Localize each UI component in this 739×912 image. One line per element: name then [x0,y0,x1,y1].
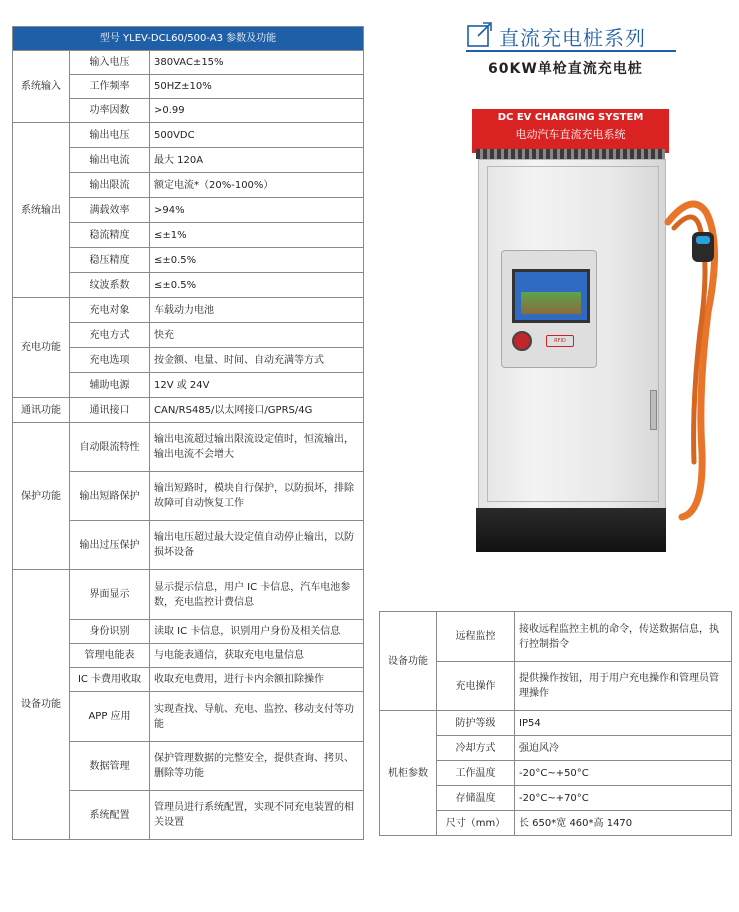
charger-vent-grille [476,149,665,159]
row-value: 强迫风冷 [515,736,732,761]
row-value: 读取 IC 卡信息，识别用户身份及相关信息 [150,620,364,644]
row-value: -20°C~+70°C [515,786,732,811]
control-panel [501,250,597,368]
group-device: 设备功能 [13,570,70,840]
row-item: 充电选项 [70,348,150,373]
row-value: >0.99 [150,99,364,123]
row-value: 保护管理数据的完整安全，提供查询、拷贝、删除等功能 [150,742,364,791]
row-value: 接收远程监控主机的命令，传送数据信息，执行控制指令 [515,612,732,662]
row-value: IP54 [515,711,732,736]
row-value: 快充 [150,323,364,348]
group-system-input: 系统输入 [13,51,70,123]
row-item: 满载效率 [70,198,150,223]
row-item: 数据管理 [70,742,150,791]
charger-top-en: DC EV CHARGING SYSTEM [497,112,644,123]
row-value: 收取充电费用，进行卡内余额扣除操作 [150,668,364,692]
group-communication: 通讯功能 [13,398,70,423]
row-item: 身份识别 [70,620,150,644]
charger-top-cn: 电动汽车直流充电系统 [515,128,626,141]
row-value: 输出电流超过输出限流设定值时，恒流输出，输出电流不会增大 [150,423,364,472]
row-value: 显示提示信息，用户 IC 卡信息，汽车电池参数，充电监控计费信息 [150,570,364,620]
row-item: 充电方式 [70,323,150,348]
emergency-stop-icon [512,331,532,351]
row-value: 长 650*宽 460*高 1470 [515,811,732,836]
charger-base [476,508,666,552]
row-value: 管理员进行系统配置，实现不同充电装置的相关设置 [150,791,364,840]
row-item: 系统配置 [70,791,150,840]
row-item: 界面显示 [70,570,150,620]
row-item: 工作频率 [70,75,150,99]
row-item: 输出电流 [70,148,150,173]
row-value: 最大 120A [150,148,364,173]
row-item: 存储温度 [437,786,515,811]
row-item: 输出短路保护 [70,472,150,521]
row-item: 工作温度 [437,761,515,786]
door-handle [650,390,657,430]
card-reader: RFID [546,335,574,347]
row-value: 车载动力电池 [150,298,364,323]
row-item: 通讯接口 [70,398,150,423]
row-item: 稳流精度 [70,223,150,248]
row-item: 稳压精度 [70,248,150,273]
row-item: 纹波系数 [70,273,150,298]
row-item: 输出过压保护 [70,521,150,570]
row-item: 远程监控 [437,612,515,662]
row-value: -20°C~+50°C [515,761,732,786]
row-value: 50HZ±10% [150,75,364,99]
charger-illustration [466,92,726,554]
row-value: 与电能表通信，获取充电电量信息 [150,644,364,668]
row-item: 自动限流特性 [70,423,150,472]
row-item: 防护等级 [437,711,515,736]
row-item: 充电对象 [70,298,150,323]
row-item: 尺寸（mm） [437,811,515,836]
cabinet-table [379,611,732,836]
row-value: 实现查找、导航、充电、监控、移动支付等功能 [150,692,364,742]
row-item: 充电操作 [437,662,515,711]
row-value: ≤±0.5% [150,248,364,273]
row-value: 输出电压超过最大设定值自动停止输出，以防损坏设备 [150,521,364,570]
row-item: 输入电压 [70,51,150,75]
display-screen [512,269,590,323]
group-cabinet: 机柜参数 [380,711,437,836]
charging-cable-icon [662,192,726,532]
row-item: 输出电压 [70,123,150,148]
row-item: APP 应用 [70,692,150,742]
title-underline [466,50,676,52]
row-value: 输出短路时，模块自行保护，以防损坏，排除故障可自动恢复工作 [150,472,364,521]
row-value: 12V 或 24V [150,373,364,398]
spec-table-title: 型号 YLEV-DCL60/500-A3 参数及功能 [13,27,364,51]
row-item: 功率因数 [70,99,150,123]
row-item: 管理电能表 [70,644,150,668]
external-link-icon [466,20,494,48]
row-value: ≤±1% [150,223,364,248]
row-item: 辅助电源 [70,373,150,398]
row-value: >94% [150,198,364,223]
row-value: 380VAC±15% [150,51,364,75]
row-item: 输出限流 [70,173,150,198]
charger-cabinet [478,159,666,509]
row-value: 按金额、电量、时间、自动充满等方式 [150,348,364,373]
row-value: 500VDC [150,123,364,148]
row-item: 冷却方式 [437,736,515,761]
group-protection: 保护功能 [13,423,70,570]
series-title [466,19,676,49]
row-value: 提供操作按钮，用于用户充电操作和管理员管理操作 [515,662,732,711]
row-item: IC 卡费用收取 [70,668,150,692]
group-device: 设备功能 [380,612,437,711]
row-value: 额定电流*（20%-100%） [150,173,364,198]
product-subtitle: 60KW单枪直流充电桩 [488,61,643,77]
spec-table [12,26,364,840]
series-title-text: 直流充电桩系列 [499,26,646,50]
row-value: ≤±0.5% [150,273,364,298]
group-system-output: 系统输出 [13,123,70,298]
group-charging: 充电功能 [13,298,70,398]
row-value: CAN/RS485/以太网接口/GPRS/4G [150,398,364,423]
charger-top-sign [472,109,669,153]
